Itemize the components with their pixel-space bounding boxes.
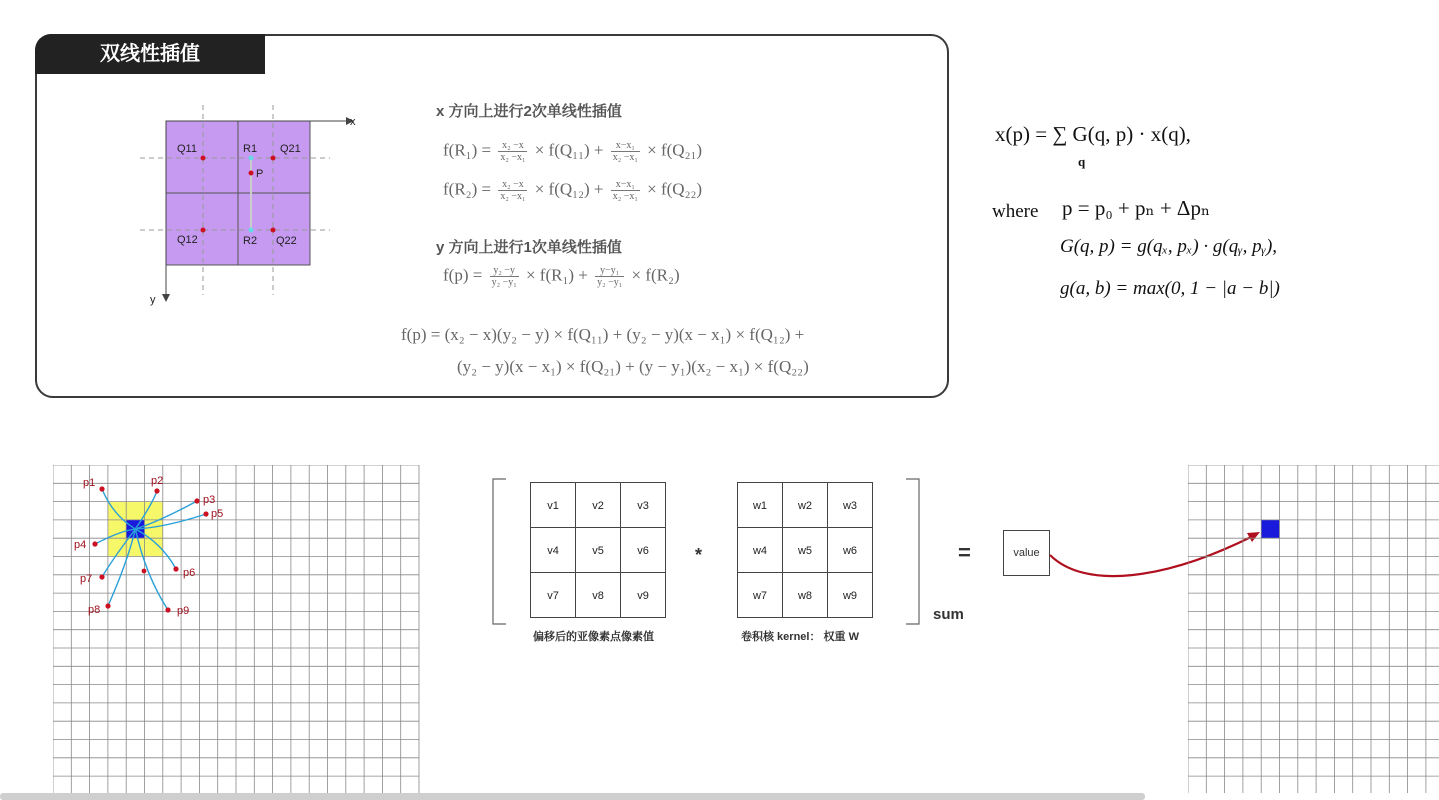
offset-point-label: p7 xyxy=(80,573,93,585)
label-q12: Q12 xyxy=(177,234,198,246)
input-feature-grid xyxy=(53,465,423,793)
equation-fp xyxy=(443,265,680,288)
equals-operator: = xyxy=(958,540,971,565)
fR1-frac2: $\frac{\text{x−x₁}}{\text{x₂ −x₁}}$ xyxy=(612,140,638,163)
offset-point-p7 xyxy=(99,574,104,579)
offset-point-center xyxy=(142,569,147,574)
point-r1 xyxy=(249,156,254,161)
fR2-mid: × f(Q₁₂) + xyxy=(534,179,604,199)
bilinear-diagram xyxy=(140,100,370,310)
output-feature-grid xyxy=(1188,465,1439,793)
fR2-lhs: f(R₂) = xyxy=(443,179,492,199)
matrix-v-cell: v1 xyxy=(530,482,576,528)
label-q11: Q11 xyxy=(177,143,197,155)
formula-xp: x(p) = ∑ G(q, p) · x(q), xyxy=(995,122,1191,146)
point-r2 xyxy=(249,228,254,233)
offset-point-label: p5 xyxy=(211,508,224,520)
matrix-w-cell: w4 xyxy=(737,527,783,573)
matrix-v-cell: v5 xyxy=(575,527,621,573)
equation-full-line2: (y₂ − y)(x − x₁) × f(Q₂₁) + (y − y₁)(x₂ − x₁) × f(Q₂₂) xyxy=(457,357,809,376)
offset-point-p1 xyxy=(99,486,104,491)
equation-fR2 xyxy=(443,179,702,202)
label-r1: R1 xyxy=(243,143,258,155)
fR1-mid: × f(Q₁₁) + xyxy=(534,140,604,160)
fR1-end: × f(Q₂₁) xyxy=(647,140,703,160)
fp-frac2: $\frac{\text{y−y₁}}{\text{y₂ −y₁}}$ xyxy=(597,265,623,288)
fR1-lhs: f(R₁) = xyxy=(443,140,492,160)
matrix-w-cell: w3 xyxy=(827,482,873,528)
equation-fR1 xyxy=(443,140,702,163)
matrix-w-bracket-right xyxy=(904,478,920,625)
label-q21: Q21 xyxy=(280,143,301,155)
matrix-w-cell: w6 xyxy=(827,527,873,573)
matrix-v-caption: 偏移后的亚像素点像素值 xyxy=(533,631,654,643)
value-label: value xyxy=(1013,547,1040,559)
offset-point-label: p6 xyxy=(183,567,196,579)
fp-mid: × f(R₁) + xyxy=(525,265,588,285)
point-q11 xyxy=(201,156,206,161)
point-p xyxy=(249,171,254,176)
horizontal-scrollbar[interactable] xyxy=(0,793,1145,800)
fR1-frac1: $\frac{\text{x₂ −x}}{\text{x₂ −x₁}}$ xyxy=(500,140,526,163)
matrix-w-caption: 卷积核 kernel： 权重 W xyxy=(741,631,859,643)
offset-point-p4 xyxy=(92,541,97,546)
offset-point-label: p1 xyxy=(83,477,96,489)
point-q12 xyxy=(201,228,206,233)
fR2-frac1: $\frac{\text{x₂ −x}}{\text{x₂ −x₁}}$ xyxy=(500,179,526,202)
formula-G: G(q, p) = g(qₓ, pₓ) · g(qᵧ, pᵧ), xyxy=(1060,236,1278,257)
equation-full-line1: f(p) = (x₂ − x)(y₂ − y) × f(Q₁₁) + (y₂ − y)(x − x₁) × f(Q₁₂) + xyxy=(401,325,805,344)
offset-point-p3 xyxy=(194,498,199,503)
matrix-v-cell: v2 xyxy=(575,482,621,528)
offset-point-label: p4 xyxy=(74,539,87,551)
point-q22 xyxy=(271,228,276,233)
offset-point-p5 xyxy=(203,511,208,516)
value-box xyxy=(1003,530,1050,576)
formula-p: p = p₀ + pₙ + Δpₙ xyxy=(1062,196,1211,220)
matrix-v-cell: v8 xyxy=(575,572,621,618)
matrix-v-cell: v7 xyxy=(530,572,576,618)
matrix-w-cell: w9 xyxy=(827,572,873,618)
output-pixel xyxy=(1261,520,1279,538)
panel-title: 双线性插值 xyxy=(35,34,265,74)
matrix-w-cell: w5 xyxy=(782,527,828,573)
multiply-operator: * xyxy=(695,545,703,565)
fR2-end: × f(Q₂₂) xyxy=(647,179,703,199)
offset-point-label: p8 xyxy=(88,604,101,616)
label-r2: R2 xyxy=(243,235,258,247)
fp-frac1: $\frac{\text{y₂ −y}}{\text{y₂ −y₁}}$ xyxy=(491,265,517,288)
formula-where: where xyxy=(992,201,1039,222)
matrix-w xyxy=(737,482,875,620)
matrix-v-cell: v9 xyxy=(620,572,666,618)
sum-label: sum xyxy=(933,606,964,623)
formula-sum-subscript: q xyxy=(1078,154,1086,169)
matrix-v xyxy=(530,482,668,620)
axis-y-label: y xyxy=(150,294,156,306)
label-q22: Q22 xyxy=(276,235,297,247)
matrix-w-cell: w2 xyxy=(782,482,828,528)
offset-point-label: p3 xyxy=(203,494,216,506)
x-direction-heading: x 方向上进行2次单线性插值 xyxy=(436,103,622,120)
offset-point-p9 xyxy=(165,607,170,612)
matrix-w-cell: w1 xyxy=(737,482,783,528)
offset-point-p2 xyxy=(154,488,159,493)
offset-point-p6 xyxy=(173,566,178,571)
axis-x-label: x xyxy=(350,116,356,128)
y-direction-heading: y 方向上进行1次单线性插值 xyxy=(436,239,622,256)
matrix-v-bracket-left xyxy=(492,478,508,625)
fp-lhs: f(p) = xyxy=(443,265,483,285)
matrix-v-cell: v4 xyxy=(530,527,576,573)
matrix-v-cell: v3 xyxy=(620,482,666,528)
matrix-w-cell: w7 xyxy=(737,572,783,618)
label-p: P xyxy=(256,168,264,180)
fR2-frac2: $\frac{\text{x−x₁}}{\text{x₂ −x₁}}$ xyxy=(612,179,638,202)
fp-end: × f(R₂) xyxy=(631,265,680,285)
point-q21 xyxy=(271,156,276,161)
offset-point-label: p9 xyxy=(177,605,190,617)
offset-point-p8 xyxy=(105,603,110,608)
formula-g: g(a, b) = max(0, 1 − |a − b|) xyxy=(1060,278,1280,299)
matrix-w-cell: w8 xyxy=(782,572,828,618)
matrix-v-cell: v6 xyxy=(620,527,666,573)
offset-point-label: p2 xyxy=(151,475,164,487)
